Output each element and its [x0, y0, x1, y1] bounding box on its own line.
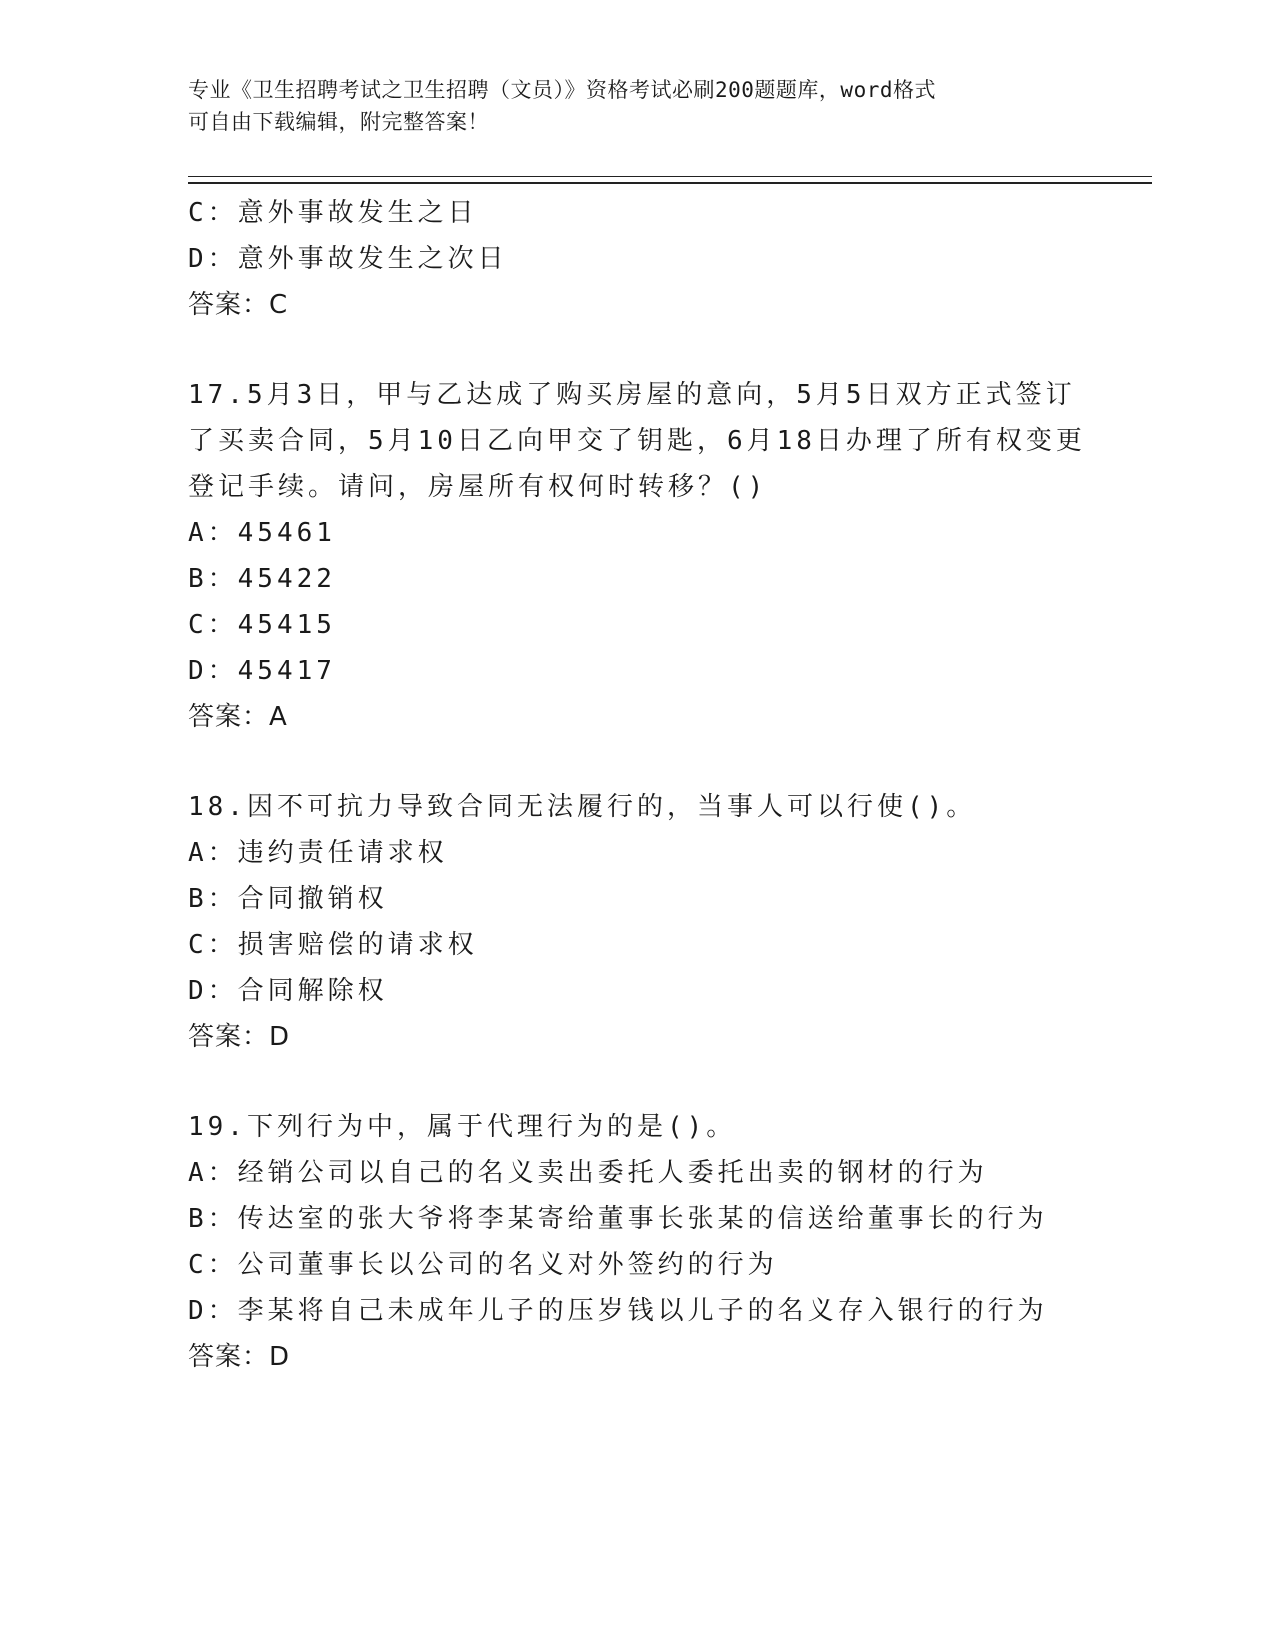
- option-d: D：合同解除权: [188, 976, 388, 1006]
- document-header: [188, 74, 1088, 138]
- question-list: [188, 190, 1138, 1380]
- answer: 答案：D: [188, 1342, 291, 1372]
- option-d: D：李某将自己未成年儿子的压岁钱以儿子的名义存入银行的行为: [188, 1296, 1048, 1326]
- option-b: B：传达室的张大爷将李某寄给董事长张某的信送给董事长的行为: [188, 1204, 1048, 1234]
- question-16-continued: [188, 190, 1138, 328]
- option-a: A：45461: [188, 518, 336, 548]
- question-stem: 19.下列行为中，属于代理行为的是()。: [188, 1112, 737, 1142]
- question-17: [188, 372, 1138, 740]
- question-stem: 了买卖合同，5月10日乙向甲交了钥匙，6月18日办理了所有权变更: [188, 426, 1086, 456]
- question-stem: 17.5月3日，甲与乙达成了购买房屋的意向，5月5日双方正式签订: [188, 380, 1076, 410]
- option-c: C：损害赔偿的请求权: [188, 930, 478, 960]
- answer: 答案：A: [188, 702, 288, 732]
- question-stem: 18.因不可抗力导致合同无法履行的，当事人可以行使()。: [188, 792, 977, 822]
- header-divider-thin: [188, 176, 1152, 177]
- option-a: A：经销公司以自己的名义卖出委托人委托出卖的钢材的行为: [188, 1158, 988, 1188]
- option-b: B：45422: [188, 564, 336, 594]
- option-a: A：违约责任请求权: [188, 838, 448, 868]
- option-c: C：意外事故发生之日: [188, 198, 478, 228]
- header-divider-thick: [188, 182, 1152, 184]
- option-c: C：45415: [188, 610, 336, 640]
- spacer: [188, 740, 1138, 784]
- question-stem: 登记手续。请问，房屋所有权何时转移？(): [188, 472, 768, 502]
- spacer: [188, 1060, 1138, 1104]
- header-line-1: 专业《卫生招聘考试之卫生招聘（文员）》资格考试必刷200题题库，word格式: [188, 78, 936, 102]
- header-line-2: 可自由下载编辑，附完整答案！: [188, 110, 489, 134]
- option-d: D：意外事故发生之次日: [188, 244, 508, 274]
- answer: 答案：C: [188, 290, 289, 320]
- option-b: B：合同撤销权: [188, 884, 388, 914]
- option-d: D：45417: [188, 656, 336, 686]
- question-19: [188, 1104, 1138, 1380]
- answer: 答案：D: [188, 1022, 291, 1052]
- question-18: [188, 784, 1138, 1060]
- spacer: [188, 328, 1138, 372]
- option-c: C：公司董事长以公司的名义对外签约的行为: [188, 1250, 778, 1280]
